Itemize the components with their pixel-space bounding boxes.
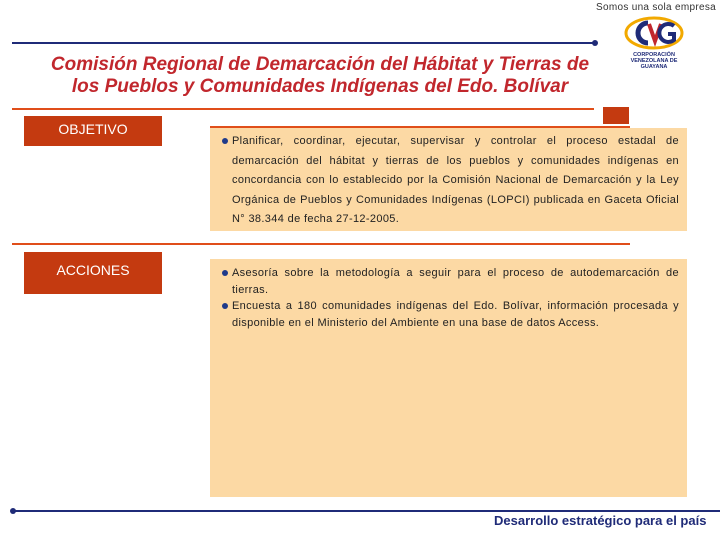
objetivo-top-line [12, 108, 594, 110]
acciones-bullet-2-text: Encuesta a 180 comunidades indígenas del Edo. Bolívar, información procesada y disponible en el Ministerio del Ambiente en una base de datos Access. [232, 300, 679, 329]
bullet-dot-icon [222, 270, 228, 276]
acciones-label: ACCIONES [24, 252, 162, 294]
bullet-dot-icon [222, 138, 228, 144]
page-title [20, 54, 620, 98]
bottom-divider [14, 510, 720, 512]
acciones-panel [210, 259, 687, 497]
objetivo-panel [210, 128, 687, 231]
logo-text-line1: CORPORACIÓN [633, 52, 675, 58]
page-title-line1: Comisión Regional de Demarcación del Hábitat y Tierras de [50, 54, 590, 75]
logo-text-line2: VENEZOLANA DE GUAYANA [630, 58, 678, 70]
objetivo-bullet [222, 132, 679, 230]
acciones-bullet-1 [222, 265, 679, 298]
footer-slogan: Desarrollo estratégico para el país [494, 513, 707, 528]
top-divider-dot [592, 40, 598, 46]
acciones-bullet-2 [222, 298, 679, 331]
bullet-dot-icon [222, 303, 228, 309]
objetivo-bullet-text: Planificar, coordinar, ejecutar, supervisar y controlar el proceso estadal de demarcación del hábitat y tierras de los pueblos y comunidades indígenas en concordancia con lo establecido por la Comisión Nacional de Demarcación y la Ley Orgánica de Pueblos y Comunidades Indígenas (LOPCI) publicada en Gaceta Oficial N° 38.344 de fecha 27-12-2005. [232, 135, 679, 225]
objetivo-label: OBJETIVO [24, 116, 162, 146]
cvg-logo-icon [622, 14, 686, 52]
tagline: Somos una sola empresa [596, 2, 716, 13]
acciones-top-line [12, 243, 630, 245]
top-divider [12, 42, 596, 44]
page-title-line2: los Pueblos y Comunidades Indígenas del Edo. Bolívar [71, 76, 569, 97]
acciones-bullet-1-text: Asesoría sobre la metodología a seguir para el proceso de autodemarcación de tierras. [232, 267, 679, 296]
cvg-logo [622, 14, 686, 68]
accent-square [603, 107, 629, 124]
bottom-divider-dot [10, 508, 16, 514]
